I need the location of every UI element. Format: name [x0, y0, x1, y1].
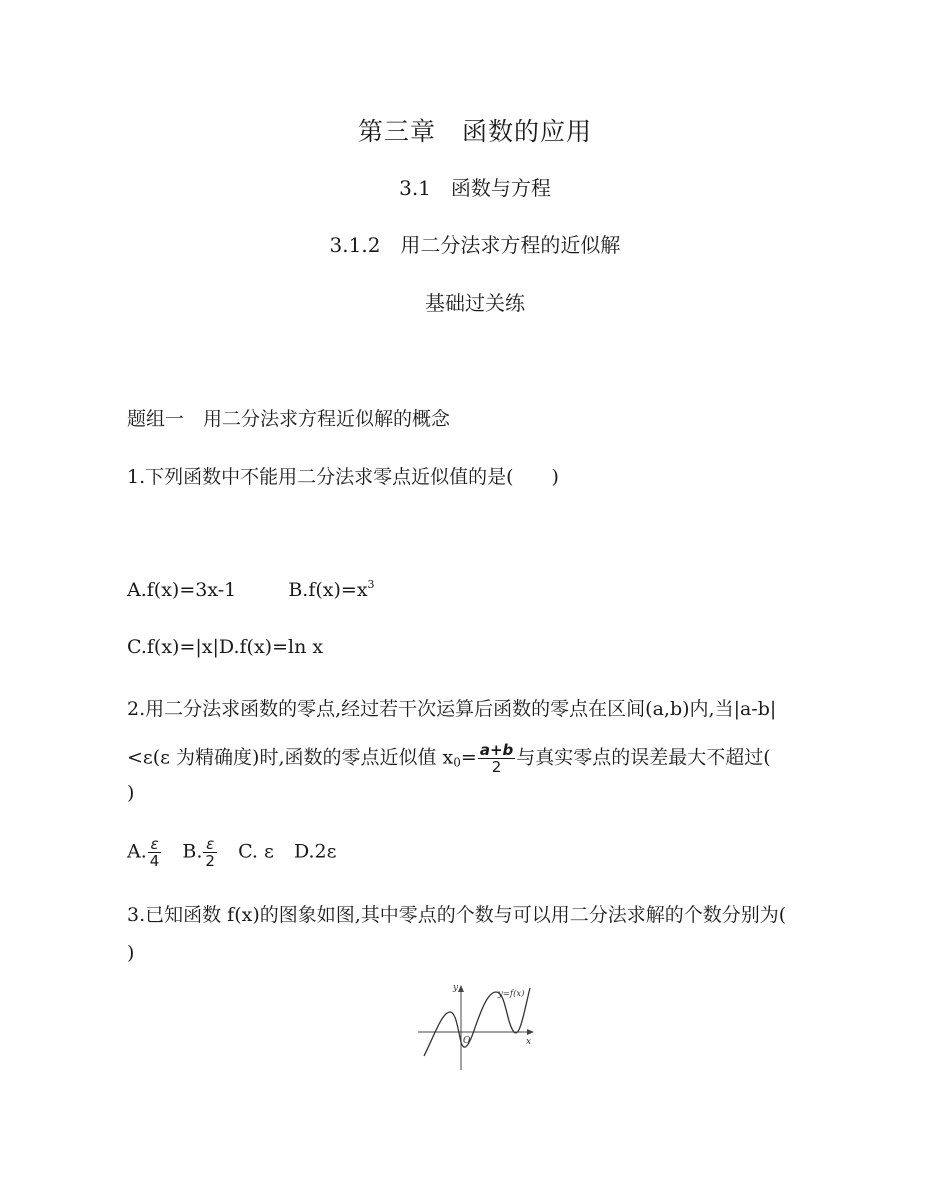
y-axis-label: y [453, 983, 459, 993]
q1-option-a: A.f(x)=3x-1 [127, 579, 237, 601]
exercise-title: 基础过关练 [425, 291, 525, 315]
group-title: 题组一 用二分法求方程近似解的概念 [127, 408, 451, 430]
fraction-epsilon-over-4: $\frac{\varepsilon}{4}$ [149, 835, 160, 870]
origin-label: O [463, 1036, 471, 1046]
section-title: 3.1 函数与方程 [399, 176, 551, 200]
q1-option-b: $B.f(x)=x^3$ [288, 578, 375, 601]
x-axis-label: x [526, 1037, 532, 1047]
question-2-options: A. $\frac{\varepsilon}{4}$ B. $\frac{\varepsilon}{2}$ C. ε D.2ε [127, 835, 337, 870]
curve-label: y=f(x) [498, 989, 525, 999]
function-graph [410, 980, 540, 1075]
fraction-a-plus-b-over-2: $\frac{a+b}{2}$ [479, 741, 514, 776]
question-2-line-2: <ε(ε 为精确度)时,函数的零点近似值 $x_0=$ $\frac{a+b}{2}$ 与真实零点的误差最大不超过( [127, 741, 771, 776]
question-1-stem: 1.下列函数中不能用二分法求零点近似值的是( ) [127, 466, 559, 488]
x-axis-arrow-icon [527, 1029, 534, 1035]
question-2-line-3: ) [127, 782, 135, 804]
question-3-line-1: 3.已知函数 f(x)的图象如图,其中零点的个数与可以用二分法求解的个数分别为( [127, 904, 787, 926]
question-2-line-1: 2.用二分法求函数的零点,经过若干次运算后函数的零点在区间(a,b)内,当|a-b| [127, 698, 777, 720]
question-1-options-ab [127, 578, 375, 601]
fraction-epsilon-over-2: $\frac{\varepsilon}{2}$ [205, 835, 215, 870]
question-3-line-2: ) [127, 942, 135, 964]
question-1-options-cd: C.f(x)=|x|D.f(x)=ln x [127, 636, 324, 658]
subsection-title: 3.1.2 用二分法求方程的近似解 [329, 233, 621, 257]
y-axis-arrow-icon [458, 985, 464, 992]
chapter-title: 第三章 函数的应用 [357, 117, 592, 146]
